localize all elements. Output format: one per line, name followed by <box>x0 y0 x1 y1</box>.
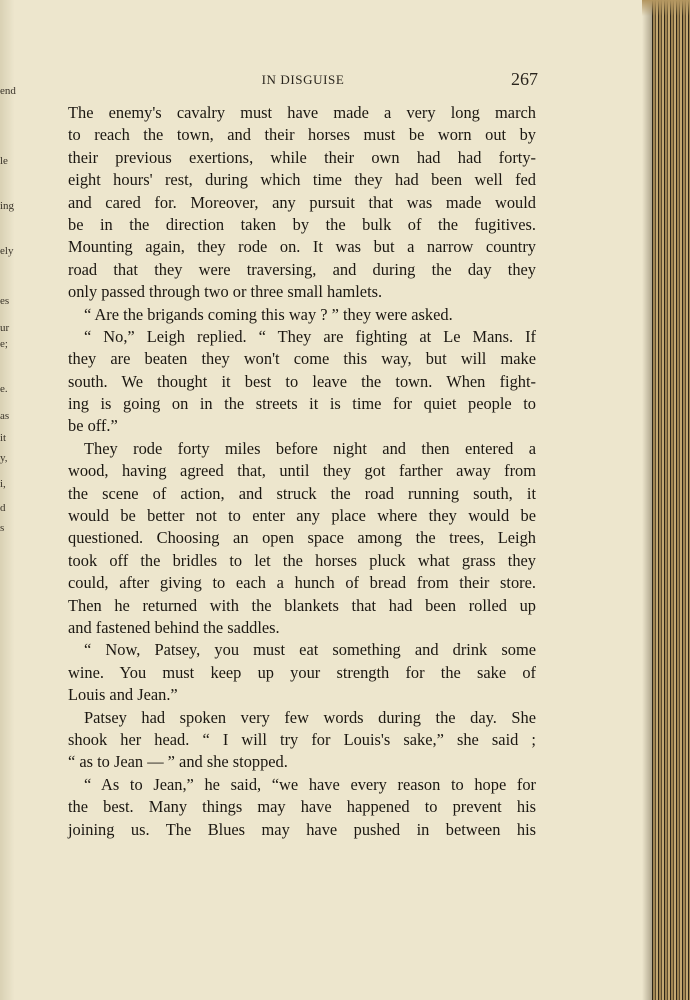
page-edges <box>652 0 690 1000</box>
margin-fragment: ing <box>0 200 15 212</box>
adjacent-page-margin <box>0 0 14 1000</box>
text-line: Patsey had spoken very few words during the day. She <box>84 707 536 727</box>
text-line: and fastened behind the saddles. <box>68 617 280 637</box>
text-line: Mounting again, they rode on. It was but a narrow country <box>68 237 536 257</box>
text-line: be in the direction taken by the bulk of the fugitives. <box>68 214 536 234</box>
text-line: to reach the town, and their horses must be worn out by <box>68 125 536 145</box>
margin-fragment: e; <box>0 338 8 350</box>
text-line: the scene of action, and struck the road running south, it <box>68 483 536 503</box>
margin-fragment: i, <box>0 478 6 490</box>
text-line: The enemy's cavalry must have made a very long march <box>68 103 536 122</box>
running-head <box>68 69 538 94</box>
text-line: shook her head. “ I will try for Louis's sake,” she said ; <box>68 729 536 749</box>
text-line: joining us. The Blues may have pushed in between his <box>68 819 536 839</box>
gutter-shadow <box>642 0 652 1000</box>
page-edges-top <box>642 0 690 16</box>
text-line: ing is going on in the streets it is time for quiet people to <box>68 394 536 414</box>
text-line: questioned. Choosing an open space among the trees, Leigh <box>68 528 536 548</box>
text-line: be off.” <box>68 416 118 436</box>
margin-fragment: d <box>0 502 6 514</box>
text-line: They rode forty miles before night and then entered a <box>84 438 536 458</box>
margin-fragment: s <box>0 522 5 534</box>
text-line: “ Are the brigands coming this way ? ” they were asked. <box>84 304 453 324</box>
text-line: road that they were traversing, and during the day they <box>68 259 536 279</box>
text-line: would be better not to enter any place where they would be <box>68 506 536 526</box>
text-line: Then he returned with the blankets that had been rolled up <box>68 595 536 615</box>
margin-fragment: it <box>0 432 7 444</box>
margin-fragment: ur <box>0 322 10 334</box>
text-line: “ As to Jean,” he said, “we have every reason to hope for <box>84 774 536 794</box>
page-number: 267 <box>511 69 538 89</box>
text-line: wine. You must keep up your strength for the sake of <box>68 662 536 682</box>
margin-fragment: y, <box>0 452 8 464</box>
running-title: IN DISGUISE <box>261 72 345 87</box>
text-line: only passed through two or three small hamlets. <box>68 282 383 302</box>
text-line: and cared for. Moreover, any pursuit that was made would <box>68 192 536 212</box>
text-line: took off the bridles to let the horses pluck what grass they <box>68 550 536 570</box>
text-line: “ Now, Patsey, you must eat something and drink some <box>84 640 536 660</box>
margin-fragment: e. <box>0 383 8 395</box>
text-line: could, after giving to each a hunch of bread from their store. <box>68 573 536 593</box>
margin-fragment: ely <box>0 245 14 257</box>
margin-fragment: end <box>0 85 16 97</box>
text-line: they are beaten they won't come this way, but will make <box>68 349 536 369</box>
text-line: Louis and Jean.” <box>68 685 178 705</box>
text-line: “ No,” Leigh replied. “ They are fighting at Le Mans. If <box>84 326 536 346</box>
margin-fragment: le <box>0 155 8 167</box>
text-line: south. We thought it best to leave the town. When fight- <box>68 371 536 391</box>
margin-fragment: es <box>0 295 10 307</box>
text-line: the best. Many things may have happened to prevent his <box>68 797 536 817</box>
text-line: eight hours' rest, during which time they had been well fed <box>68 170 536 190</box>
margin-fragment: as <box>0 410 10 422</box>
text-line: wood, having agreed that, until they got farther away from <box>68 461 536 481</box>
text-line: their previous exertions, while their own had had forty- <box>68 147 536 167</box>
text-line: “ as to Jean — ” and she stopped. <box>68 752 288 772</box>
body-text <box>68 102 536 841</box>
